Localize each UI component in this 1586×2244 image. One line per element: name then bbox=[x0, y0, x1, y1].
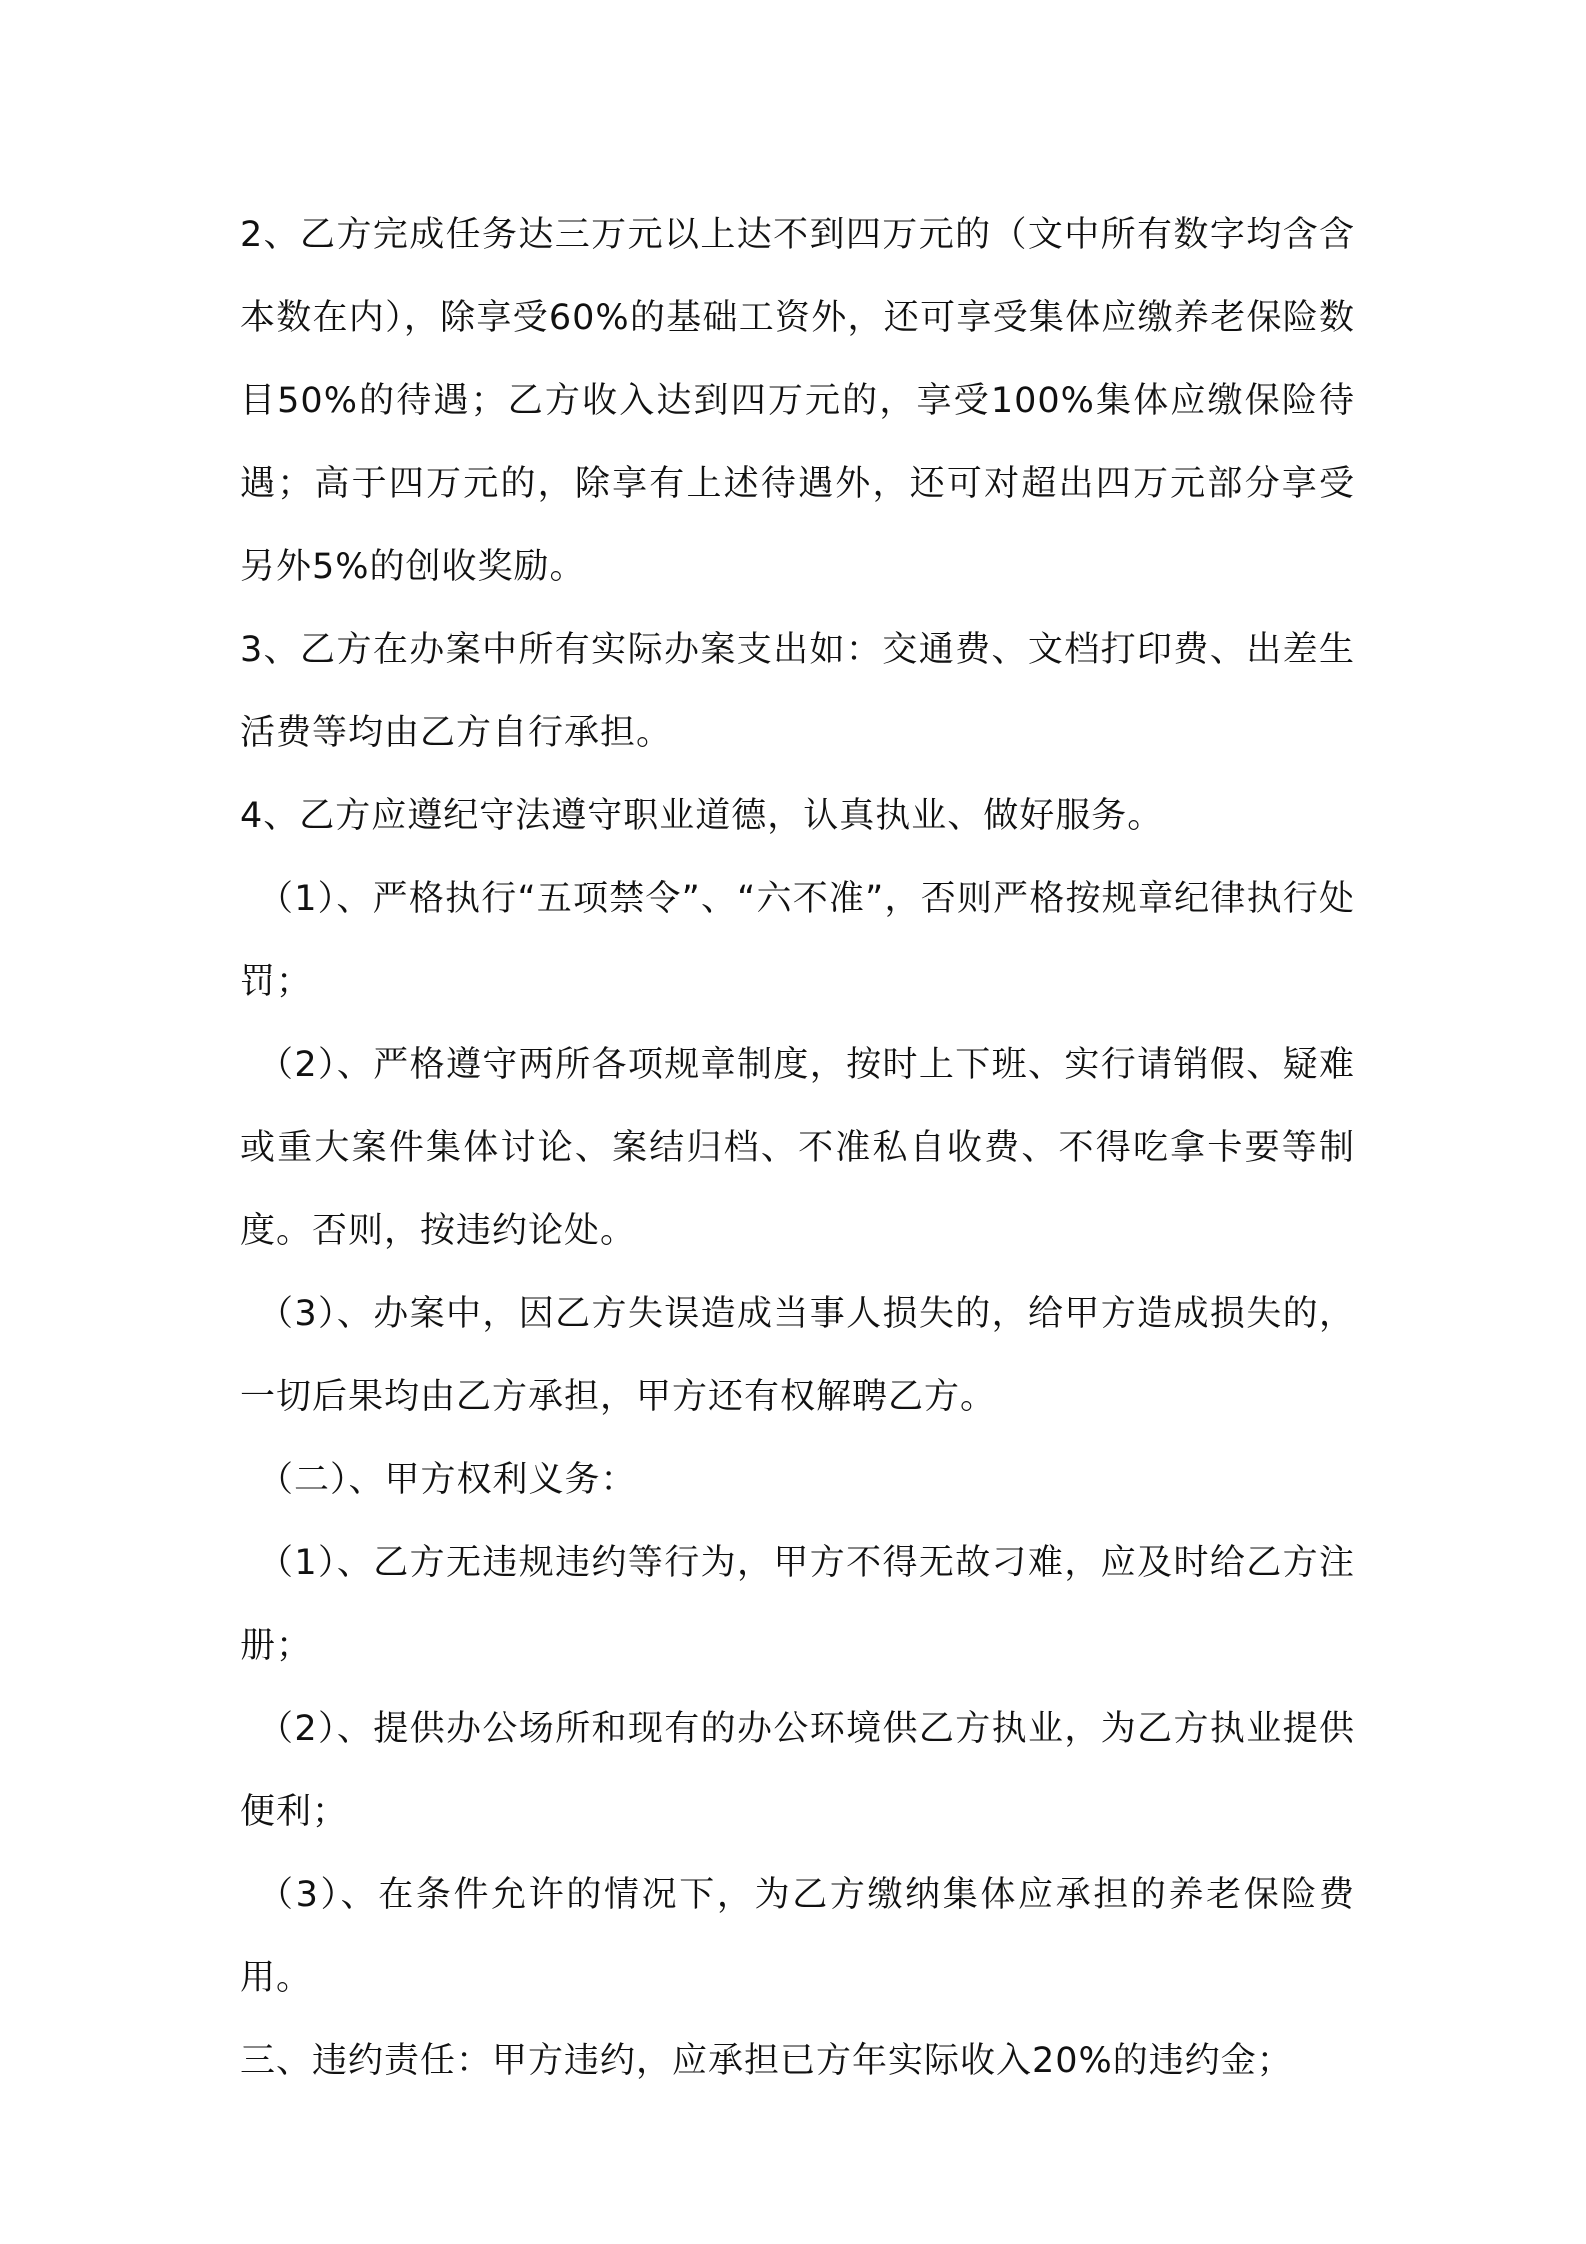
paragraph-conduct-1: （1）、严格执行“五项禁令”、“六不准”，否则严格按规章纪律执行处罚； bbox=[240, 879, 1355, 1002]
paragraph-party-a-3: （3）、在条件允许的情况下，为乙方缴纳集体应承担的养老保险费用。 bbox=[240, 1875, 1355, 1998]
paragraph-conduct-3: （3）、办案中，因乙方失误造成当事人损失的，给甲方造成损失的，一切后果均由乙方承担，甲方还有权解聘乙方。 bbox=[240, 1294, 1355, 1417]
paragraph-item-3-expenses: 3、乙方在办案中所有实际办案支出如：交通费、文档打印费、出差生活费等均由乙方自行承担。 bbox=[240, 630, 1355, 753]
paragraph-party-a-1: （1）、乙方无违规违约等行为，甲方不得无故刁难，应及时给乙方注册； bbox=[240, 1543, 1355, 1666]
paragraph-party-a-2: （2）、提供办公场所和现有的办公环境供乙方执业，为乙方执业提供便利； bbox=[240, 1709, 1355, 1832]
paragraph-item-4-conduct: 4、乙方应遵纪守法遵守职业道德，认真执业、做好服务。 bbox=[240, 796, 1164, 836]
section-heading-party-a-rights: （二）、甲方权利义务： bbox=[258, 1460, 637, 1500]
document-body bbox=[240, 194, 1355, 2103]
paragraph-conduct-2: （2）、严格遵守两所各项规章制度，按时上下班、实行请销假、疑难或重大案件集体讨论、案结归档、不准私自收费、不得吃拿卡要等制度。否则，按违约论处。 bbox=[240, 1045, 1355, 1251]
paragraph-item-2-salary: 2、乙方完成任务达三万元以上达不到四万元的（文中所有数字均含含本数在内），除享受60%的基础工资外，还可享受集体应缴养老保险数目50%的待遇；乙方收入达到四万元的，享受100%集体应缴保险待遇；高于四万元的，除享有上述待遇外，还可对超出四万元部分享受另外5%的创收奖励。 bbox=[240, 215, 1355, 587]
section-heading-liability: 三、违约责任：甲方违约，应承担已方年实际收入20%的违约金； bbox=[240, 2041, 1293, 2081]
